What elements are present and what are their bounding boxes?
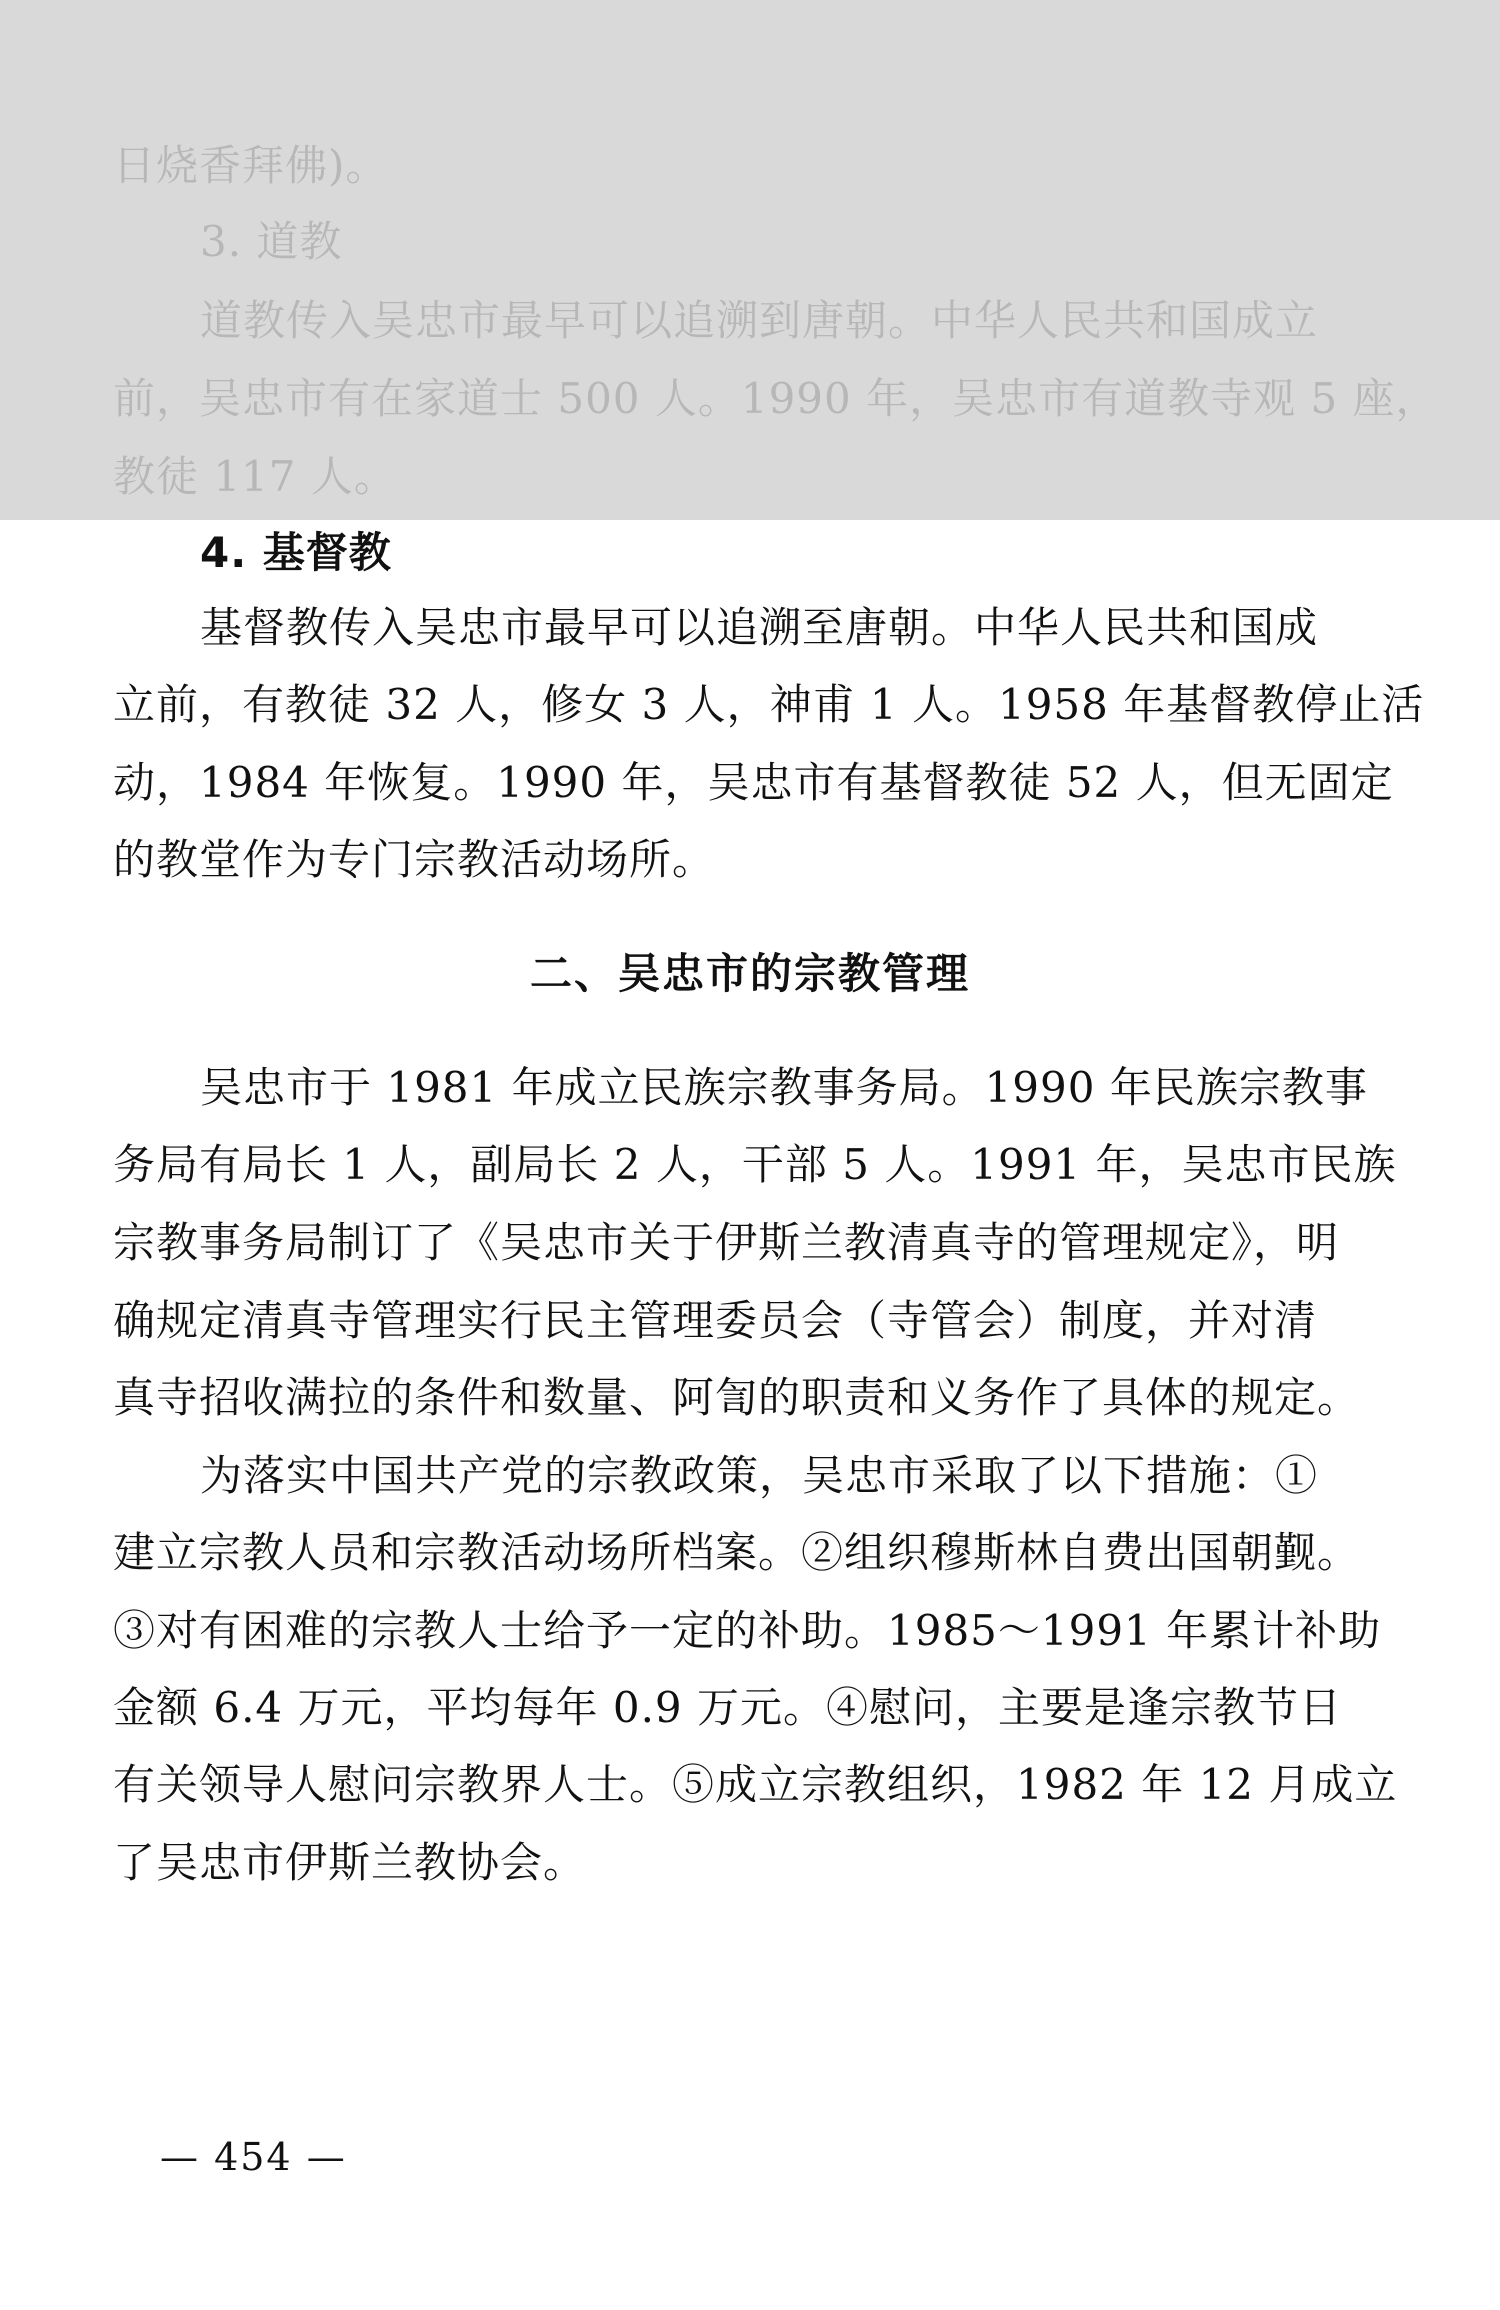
management-p1-line-5: 真寺招收满拉的条件和数量、阿訇的职责和义务作了具体的规定。: [113, 1373, 1361, 1422]
management-p2-line-4: 金额 6.4 万元，平均每年 0.9 万元。④慰问，主要是逢宗教节日: [113, 1683, 1342, 1732]
management-p2-line-6: 了吴忠市伊斯兰教协会。: [113, 1838, 587, 1887]
faded-line-1: 日烧香拜佛)。: [113, 141, 389, 190]
faded-line-3: 道教传入吴忠市最早可以追溯到唐朝。中华人民共和国成立: [200, 296, 1319, 345]
section-3-heading: 3. 道教: [200, 217, 343, 266]
management-p1-line-3: 宗教事务局制订了《吴忠市关于伊斯兰教清真寺的管理规定》，明: [113, 1218, 1340, 1267]
christianity-line-2: 立前，有教徒 32 人，修女 3 人，神甫 1 人。1958 年基督教停止活: [113, 680, 1425, 729]
management-p2-line-5: 有关领导人慰问宗教界人士。⑤成立宗教组织，1982 年 12 月成立: [113, 1760, 1398, 1809]
management-p2-line-1: 为落实中国共产党的宗教政策，吴忠市采取了以下措施：①: [200, 1451, 1319, 1500]
faded-line-4: 前，吴忠市有在家道士 500 人。1990 年，吴忠市有道教寺观 5 座，: [113, 374, 1439, 423]
section-4-heading: 4. 基督教: [200, 528, 392, 577]
christianity-line-4: 的教堂作为专门宗教活动场所。: [113, 835, 716, 884]
page-number: — 454 —: [160, 2135, 347, 2179]
management-p1-line-2: 务局有局长 1 人，副局长 2 人，干部 5 人。1991 年，吴忠市民族: [113, 1140, 1397, 1189]
management-p1-line-1: 吴忠市于 1981 年成立民族宗教事务局。1990 年民族宗教事: [200, 1063, 1368, 1112]
management-p2-line-3: ③对有困难的宗教人士给予一定的补助。1985～1991 年累计补助: [113, 1606, 1382, 1655]
christianity-line-1: 基督教传入吴忠市最早可以追溯至唐朝。中华人民共和国成: [200, 603, 1319, 652]
management-p1-line-4: 确规定清真寺管理实行民主管理委员会（寺管会）制度，并对清: [113, 1296, 1318, 1345]
management-p2-line-2: 建立宗教人员和宗教活动场所档案。②组织穆斯林自费出国朝觐。: [113, 1528, 1361, 1577]
management-section-title: 二、吴忠市的宗教管理: [529, 949, 970, 998]
christianity-line-3: 动，1984 年恢复。1990 年，吴忠市有基督教徒 52 人，但无固定: [113, 758, 1394, 807]
faded-line-5: 教徒 117 人。: [113, 452, 397, 501]
